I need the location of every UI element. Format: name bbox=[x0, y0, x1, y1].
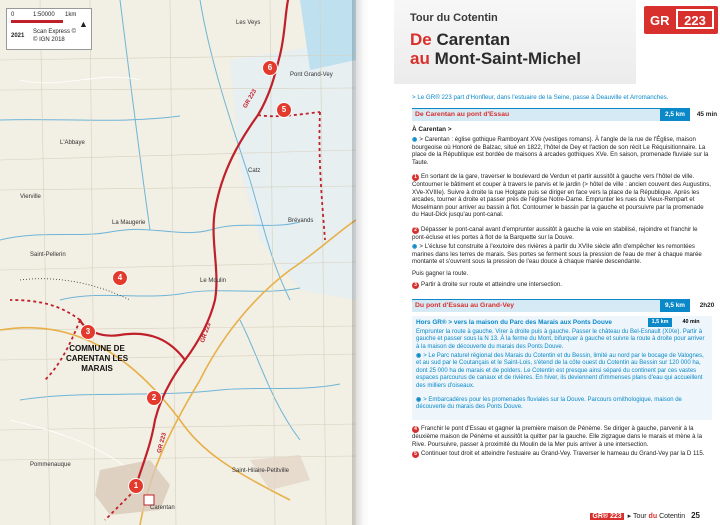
route-marker: 1 bbox=[128, 478, 144, 494]
scale-year: 2021 bbox=[11, 33, 25, 39]
hors-gr-info: ◉ > Le Parc naturel régional des Marais du Cotentin et du Bessin, limité au nord par le bocage de Valognes, et au sud par le Coutançais et le Saint-Lois, s'étend de la côte ouest du Cotentin au Bessin sur 120 000 ha, dont 25 000 ha de marais et de polders. Le Cotentin est presque ainsi séparé du continent par ces vastes espaces parcourus de canaux et de rivières. En hiver, ils deviennent d'immenses plans d'eau qui accueillent des milliers d'oiseaux. bbox=[416, 353, 704, 389]
step-number-icon: 5 bbox=[412, 451, 419, 458]
place-label: Les Veys bbox=[236, 20, 261, 26]
eye-icon: ◉ bbox=[412, 136, 418, 143]
scale-bar bbox=[11, 20, 63, 23]
step-number-icon: 1 bbox=[412, 174, 419, 181]
step-number-icon: 3 bbox=[412, 282, 419, 289]
section-distance: 9,5 km bbox=[660, 300, 690, 312]
section-title: De Carentan au pont d'Essau bbox=[415, 111, 510, 118]
commune-label: COMMUNE DE CARENTAN LES MARAIS bbox=[65, 344, 129, 373]
text-page bbox=[368, 0, 720, 525]
section-bar bbox=[412, 299, 715, 312]
stage-title-line-1 bbox=[410, 31, 510, 49]
place-label: Pont Grand-Vey bbox=[290, 72, 333, 78]
route-tag: GR 223 bbox=[156, 432, 168, 454]
route-tag: GR 223 bbox=[242, 88, 259, 110]
hors-gr-distance: 1,5 km bbox=[648, 318, 672, 327]
page-footer bbox=[590, 511, 700, 520]
step-number-icon: 4 bbox=[412, 426, 419, 433]
badge-number: 223 bbox=[676, 9, 714, 29]
stage-title-prefix: au bbox=[410, 49, 430, 68]
place-label: L'Abbaye bbox=[60, 140, 85, 146]
section-title: Du pont d'Essau au Grand-Vey bbox=[415, 302, 515, 309]
scale-ratio: 1:50000 bbox=[33, 12, 55, 18]
route-marker: 4 bbox=[112, 270, 128, 286]
route-tag: GR 223 bbox=[199, 322, 213, 344]
topographic-map bbox=[0, 0, 356, 525]
badge-gr: GR bbox=[650, 13, 670, 28]
step-paragraph: 4 Franchir le pont d'Essau et gagner la première maison de Pénème. Se diriger à gauche, parvenir à la deuxième maison de Pénème et aussitôt la quitter par la gauche. Elle zigzague dans le marais et mène à la Rive. Poursuivre, passer à proximité du Moulin de la Mer puis arriver à une intersection. bbox=[412, 425, 702, 448]
place-label: Saint-Hilaire-Petitville bbox=[232, 468, 290, 474]
eye-icon: ◉ bbox=[412, 243, 418, 250]
stage-title-end: Mont-Saint-Michel bbox=[434, 49, 581, 68]
section-duration: 2h20 bbox=[699, 302, 715, 309]
section-bar bbox=[412, 108, 718, 121]
section-distance: 2,5 km bbox=[660, 109, 690, 121]
stage-title-line-2 bbox=[410, 50, 581, 68]
map-scale-box bbox=[6, 8, 92, 50]
scale-credit-2: © IGN 2018 bbox=[33, 37, 65, 43]
eye-icon: ◉ bbox=[416, 397, 422, 403]
step-paragraph: 3 Partir à droite sur route et atteindre une intersection. bbox=[412, 281, 712, 289]
hors-gr-duration: 40 min bbox=[682, 319, 700, 325]
page-number: 25 bbox=[691, 511, 700, 520]
footer-text: ▸ Tour du Cotentin bbox=[627, 513, 686, 520]
place-label: La Maugerie bbox=[112, 220, 146, 226]
eye-icon: ◉ bbox=[416, 353, 422, 359]
scale-unit: 1km bbox=[65, 12, 77, 18]
place-label: Brévands bbox=[288, 218, 314, 224]
hors-gr-title: Hors GR® > vers la maison du Parc des Marais aux Ponts Douve bbox=[416, 319, 612, 326]
hors-gr-text: Emprunter la route à gauche. Virer à droite puis à gauche. Passer le château du Bel-Esnault (XIXe). Partir à gauche et passer sous la N 13. À la ferme du Mont, bifurquer à gauche et suivre la route à droite pour arriver à la maison de découverte du marais des Ponts Douve. bbox=[416, 329, 705, 350]
place-heading: À Carentan > bbox=[412, 126, 452, 133]
route-marker: 3 bbox=[80, 324, 96, 340]
hors-gr-info: ◉ > Embarcadères pour les promenades fluviales sur la Douve. Parcours ornithologique, maison de découverte du marais des Ponts Douve. bbox=[416, 397, 682, 411]
place-label: Le Moulin bbox=[200, 278, 227, 284]
gr-badge bbox=[644, 6, 718, 34]
route-marker: 5 bbox=[276, 102, 292, 118]
tour-name: Tour du Cotentin bbox=[410, 12, 498, 24]
route-marker: 2 bbox=[146, 390, 162, 406]
scale-credit-1: Scan Express © bbox=[33, 29, 77, 35]
step-paragraph: 1 En sortant de la gare, traverser le boulevard de Verdun et partir aussitôt à gauche vers l'hôtel de ville. Contourner le bâtiment et couper à travers le parvis et le jardin (> hôtel de ville : ancien couvent des Augustins, XVe-XVIIIe). Suivre à droite la rue Holgate puis se diriger en face vers la place de la République. Après les arcades, tourner à droite et passer près de l'église Notre-Dame. Emprunter les rues du Vieux-Rempart et Moselmann pour arriver au bassin à flot. Contourner le bassin par la gauche et poursuivre par la promenade du Haut-Dick jusqu'au pont-canal. bbox=[412, 173, 711, 219]
hors-gr-box bbox=[412, 316, 712, 420]
footer-gr-tag: GR® 223 bbox=[592, 513, 622, 520]
place-label: Catz bbox=[248, 168, 261, 174]
north-arrow-icon: ▲ bbox=[79, 19, 88, 29]
intro-text: > Le GR® 223 part d'Honfleur, dans l'estuaire de la Seine, passe à Deauville et Arromanches. bbox=[412, 94, 669, 101]
step-paragraph: Puis gagner la route. bbox=[412, 270, 469, 277]
info-paragraph: ◉ > L'écluse fut construite à l'exutoire des rivières à partir du XVIIe siècle afin d'empêcher les remontées marines dans les terres de marais. Ses portes se ferment sous la pression de l'eau de mer à chaque marée montante et s'ouvrent sous la pression de l'eau douce à chaque marée descendante. bbox=[412, 243, 702, 266]
info-paragraph: ◉ > Carentan : église gothique Ramboyant XVe (vestiges romans). À l'angle de la rue de l'Église, maison bourgeoise où Honoré de Balzac, situé en 1822, l'hôtel de Dey et l'action de son récit Le Réquisitionnaire. La place de la République est bordée de maisons à arcades gothiques XVe. En saison, promenade fluviale sur la Taute. bbox=[412, 136, 709, 166]
scale-zero: 0 bbox=[11, 12, 15, 18]
place-label: Vierville bbox=[20, 194, 41, 200]
step-paragraph: 2 Dépasser le pont-canal avant d'emprunter aussitôt à gauche la voie en stabilisé, rejoindre et franchir le pont-écluse et les portes à flot de la Barquette sur la Douve. bbox=[412, 226, 698, 241]
place-label: Pommenauque bbox=[30, 462, 71, 468]
step-paragraph: 5 Continuer tout droit et atteindre l'estuaire au Grand-Vey. Traverser le hameau du Grand-Vey par la D 115. bbox=[412, 450, 712, 458]
place-label: Saint-Pellerin bbox=[30, 252, 66, 258]
map-graphic bbox=[0, 0, 356, 525]
section-duration: 45 min bbox=[696, 111, 718, 118]
stage-title-start: Carentan bbox=[436, 30, 511, 49]
place-label: Carentan bbox=[150, 505, 175, 511]
step-number-icon: 2 bbox=[412, 227, 419, 234]
stage-title-prefix: De bbox=[410, 30, 432, 49]
route-marker: 6 bbox=[262, 60, 278, 76]
